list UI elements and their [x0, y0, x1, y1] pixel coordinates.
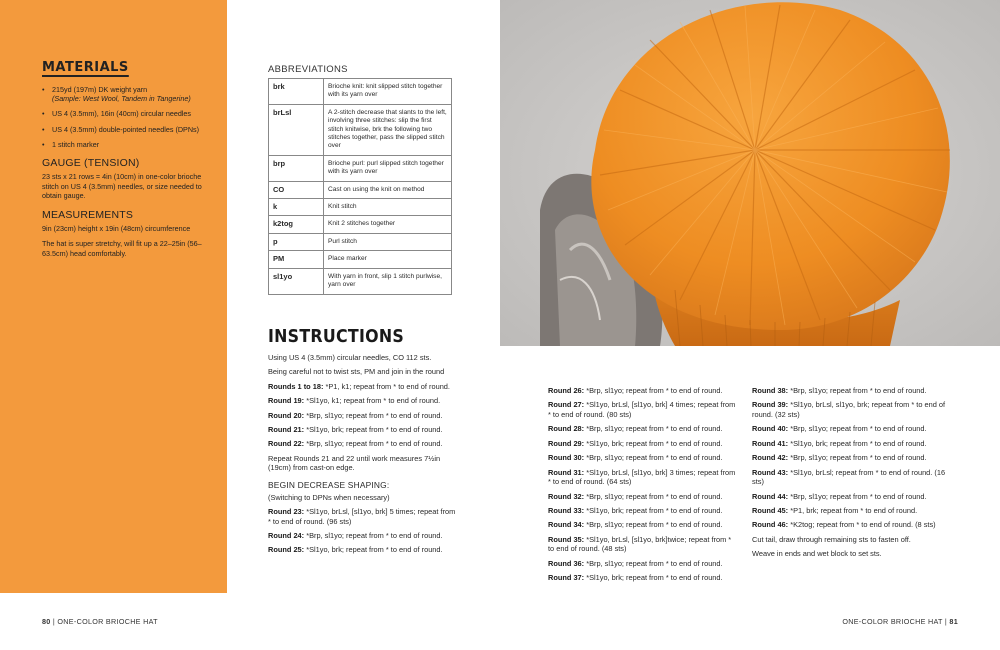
step-text: *Sl1yo, brLsl, [sl1yo, brk]twice; repeat from * to end of round. (48 sts)	[548, 534, 732, 554]
round-label: Round 36:	[548, 558, 585, 568]
round-label: Round 37:	[548, 573, 585, 583]
instruction-step	[752, 492, 952, 502]
instruction-step	[268, 454, 458, 473]
step-text: *Sl1yo, brk; repeat from * to end of round.	[584, 438, 723, 448]
instruction-step	[548, 535, 738, 554]
step-text: *Sl1yo, brLsl, [sl1yo, brk] 4 times; repeat from * to end of round. (80 sts)	[548, 400, 736, 419]
abbreviation-row	[269, 155, 452, 181]
abbreviation-term: k2tog	[269, 216, 324, 233]
step-text: *Brp, sl1yo; repeat from * to end of round.	[584, 491, 723, 501]
abbreviation-definition: Knit stitch	[324, 199, 452, 216]
instruction-step	[752, 468, 952, 487]
instruction-step	[268, 367, 458, 377]
round-label: Round 27:	[548, 400, 585, 410]
materials-item: • 1 stitch marker	[42, 140, 209, 149]
step-text: *Brp, sl1yo; repeat from * to end of round.	[584, 558, 723, 568]
materials-item: • 215yd (197m) DK weight yarn (Sample: West Wool, Tandem in Tangerine)	[42, 85, 209, 103]
step-text: *Brp, sl1yo; repeat from * to end of round.	[584, 453, 723, 463]
round-label: Round 30:	[548, 453, 585, 463]
round-label: Round 28:	[548, 424, 585, 434]
abbreviation-row	[269, 251, 452, 268]
instructions-column-3	[752, 386, 952, 563]
footer-title-left: ONE-COLOR BRIOCHE HAT	[57, 617, 158, 626]
step-text: *Sl1yo, brLsl, [sl1yo, brk] 5 times; repeat from * to end of round. (96 sts)	[268, 506, 456, 526]
instruction-step	[268, 382, 458, 392]
decrease-heading: BEGIN DECREASE SHAPING:	[268, 479, 390, 490]
instruction-step	[268, 425, 458, 435]
round-label: Round 22:	[268, 439, 305, 449]
round-label: Round 25:	[268, 545, 305, 555]
round-label: Round 21:	[268, 424, 305, 434]
round-label: Round 20:	[268, 410, 305, 420]
abbreviations-title: ABBREVIATIONS	[268, 64, 348, 75]
abbreviation-row	[269, 181, 452, 198]
step-text: *Sl1yo, brk; repeat from * to end of round.	[304, 545, 443, 555]
stretch-note: The hat is super stretchy, will fit up a 22–25in (56–63.5cm) head comfortably.	[42, 239, 202, 258]
step-text: Weave in ends and wet block to set sts.	[752, 549, 882, 559]
step-text: *Brp, sl1yo; repeat from * to end of round.	[584, 424, 723, 434]
materials-item: • US 4 (3.5mm), 16in (40cm) circular needles	[42, 109, 209, 118]
instruction-step	[548, 468, 738, 487]
round-label: Round 42:	[752, 453, 789, 463]
abbreviation-term: p	[269, 233, 324, 250]
step-text: *Brp, sl1yo; repeat from * to end of round.	[304, 439, 443, 449]
abbreviation-row	[269, 104, 452, 155]
step-text: *Brp, sl1yo; repeat from * to end of round.	[584, 520, 723, 530]
instruction-step	[752, 453, 952, 463]
footer-title-right: ONE-COLOR BRIOCHE HAT	[842, 617, 943, 626]
abbreviation-definition: With yarn in front, slip 1 stitch purlwise, yarn over	[324, 268, 452, 294]
instruction-step	[268, 493, 458, 503]
step-text: *Brp, sl1yo; repeat from * to end of round.	[304, 410, 443, 420]
round-label: Round 34:	[548, 520, 585, 530]
round-label: Round 40:	[752, 424, 789, 434]
abbreviation-term: PM	[269, 251, 324, 268]
footer-right	[842, 617, 958, 626]
step-text: *Sl1yo, brLsl, [sl1yo, brk] 3 times; repeat from * to end of round. (64 sts)	[548, 467, 736, 487]
instruction-step	[548, 424, 738, 434]
abbreviation-definition: Brioche knit: knit slipped stitch together with its yarn over	[324, 79, 452, 105]
materials-heading: MATERIALS	[42, 60, 129, 75]
step-text: Cut tail, draw through remaining sts to fasten off.	[752, 534, 911, 544]
step-text: *Brp, sl1yo; repeat from * to end of round.	[584, 386, 723, 395]
footer-separator: |	[52, 617, 56, 626]
instructions-title: INSTRUCTIONS	[268, 326, 405, 347]
step-text: *Brp, sl1yo; repeat from * to end of round.	[304, 530, 443, 540]
page-number-right: 81	[949, 617, 958, 626]
instructions-column-2	[548, 386, 738, 587]
abbreviation-row	[269, 79, 452, 105]
round-label: Round 32:	[548, 491, 585, 501]
instruction-step	[268, 396, 458, 406]
gauge-text: 23 sts x 21 rows = 4in (10cm) in one-color brioche stitch on US 4 (3.5mm) needles, or size needed to obtain gauge.	[42, 172, 202, 201]
abbreviation-row	[269, 216, 452, 233]
step-text: *Sl1yo, brk; repeat from * to end of round.	[584, 573, 723, 583]
abbreviation-definition: Purl stitch	[324, 233, 452, 250]
round-label: Round 45:	[752, 505, 789, 515]
knitted-hat-image	[500, 0, 1000, 346]
instruction-step	[548, 386, 738, 396]
footer-separator: |	[944, 617, 948, 626]
step-text: *Brp, sl1yo; repeat from * to end of round.	[788, 424, 927, 434]
instruction-step	[752, 439, 952, 449]
step-text: *P1, k1; repeat from * to end of round.	[323, 381, 450, 391]
abbreviation-term: brp	[269, 155, 324, 181]
instruction-step	[268, 353, 458, 363]
materials-item: • US 4 (3.5mm) double-pointed needles (DPNs)	[42, 125, 209, 134]
instruction-step	[752, 400, 952, 419]
abbreviation-term: brk	[269, 79, 324, 105]
step-text: *Sl1yo, brk; repeat from * to end of round.	[584, 505, 723, 515]
step-text: *Sl1yo, k1; repeat from * to end of round.	[304, 396, 441, 406]
instruction-step	[752, 424, 952, 434]
round-label: Round 29:	[548, 438, 585, 448]
step-text: *Sl1yo, brLsl, sl1yo, brk; repeat from * to end of round. (32 sts)	[752, 400, 946, 419]
instruction-step	[548, 400, 738, 419]
abbreviation-row	[269, 268, 452, 294]
abbreviation-term: CO	[269, 181, 324, 198]
step-text: *P1, brk; repeat from * to end of round.	[788, 505, 918, 515]
instruction-step	[268, 439, 458, 449]
round-label: Round 41:	[752, 438, 789, 448]
round-label: Round 39:	[752, 400, 789, 410]
abbreviation-row	[269, 233, 452, 250]
instruction-step	[548, 520, 738, 530]
measurements-heading: MEASUREMENTS	[42, 208, 134, 221]
step-text: *K2tog; repeat from * to end of round. (8 sts)	[788, 520, 936, 530]
round-label: Round 43:	[752, 467, 789, 477]
round-label: Round 46:	[752, 520, 789, 530]
step-text: *Sl1yo, brk; repeat from * to end of round.	[788, 438, 927, 448]
instruction-step	[548, 492, 738, 502]
step-text: (Switching to DPNs when necessary)	[268, 492, 390, 502]
round-label: Round 19:	[268, 396, 305, 406]
measurements-text: 9in (23cm) height x 19in (48cm) circumference	[42, 223, 191, 233]
abbreviation-term: sl1yo	[269, 268, 324, 294]
abbreviation-definition: Knit 2 stitches together	[324, 216, 452, 233]
instruction-step	[752, 520, 952, 530]
materials-list	[42, 85, 209, 149]
instruction-step	[268, 411, 458, 421]
instruction-step	[268, 507, 458, 526]
round-label: Round 31:	[548, 467, 585, 477]
footer-left	[42, 617, 158, 626]
hat-photo	[500, 0, 1000, 346]
materials-sidebar	[0, 0, 227, 593]
abbreviation-definition: A 2-stitch decrease that slants to the left, involving three stitches: slip the first stitch knitwise, brk the following two stitches together, pass the slipped stitch over	[324, 104, 452, 155]
instruction-step	[548, 573, 738, 583]
round-label: Round 35:	[548, 534, 585, 544]
instruction-step	[268, 531, 458, 541]
abbreviation-term: k	[269, 199, 324, 216]
abbreviation-definition: Place marker	[324, 251, 452, 268]
round-label: Round 33:	[548, 505, 585, 515]
round-label: Round 38:	[752, 386, 789, 395]
round-label: Round 23:	[268, 506, 305, 516]
abbreviations-table	[268, 78, 452, 295]
abbreviation-definition: Brioche purl: purl slipped stitch together with its yarn over	[324, 155, 452, 181]
gauge-heading: GAUGE (TENSION)	[42, 157, 140, 170]
step-text: Using US 4 (3.5mm) circular needles, CO 112 sts.	[268, 353, 432, 362]
step-text: *Brp, sl1yo; repeat from * to end of round.	[788, 453, 927, 463]
step-text: *Sl1yo, brk; repeat from * to end of round.	[304, 424, 443, 434]
step-text: Repeat Rounds 21 and 22 until work measures 7½in (19cm) from cast-on edge.	[268, 453, 441, 473]
instruction-step	[548, 439, 738, 449]
instruction-step	[268, 545, 458, 555]
instruction-step	[752, 549, 952, 559]
abbreviation-term: brLsl	[269, 104, 324, 155]
instruction-step	[752, 386, 952, 396]
round-label: Round 26:	[548, 386, 585, 395]
round-label: Round 24:	[268, 530, 305, 540]
round-label: Round 44:	[752, 491, 789, 501]
abbreviation-definition: Cast on using the knit on method	[324, 181, 452, 198]
instruction-step	[548, 559, 738, 569]
instruction-step	[752, 506, 952, 516]
round-label: Rounds 1 to 18:	[268, 381, 324, 391]
abbreviation-row	[269, 199, 452, 216]
instruction-step	[548, 453, 738, 463]
step-text: *Brp, sl1yo; repeat from * to end of round.	[788, 491, 927, 501]
instructions-column-1	[268, 353, 458, 560]
instruction-step	[752, 535, 952, 545]
page-number-left: 80	[42, 617, 51, 626]
step-text: *Brp, sl1yo; repeat from * to end of round.	[788, 386, 927, 395]
instruction-step	[548, 506, 738, 516]
step-text: Being careful not to twist sts, PM and join in the round	[268, 367, 445, 377]
step-text: *Sl1yo, brLsl; repeat from * to end of round. (16 sts)	[752, 467, 946, 487]
